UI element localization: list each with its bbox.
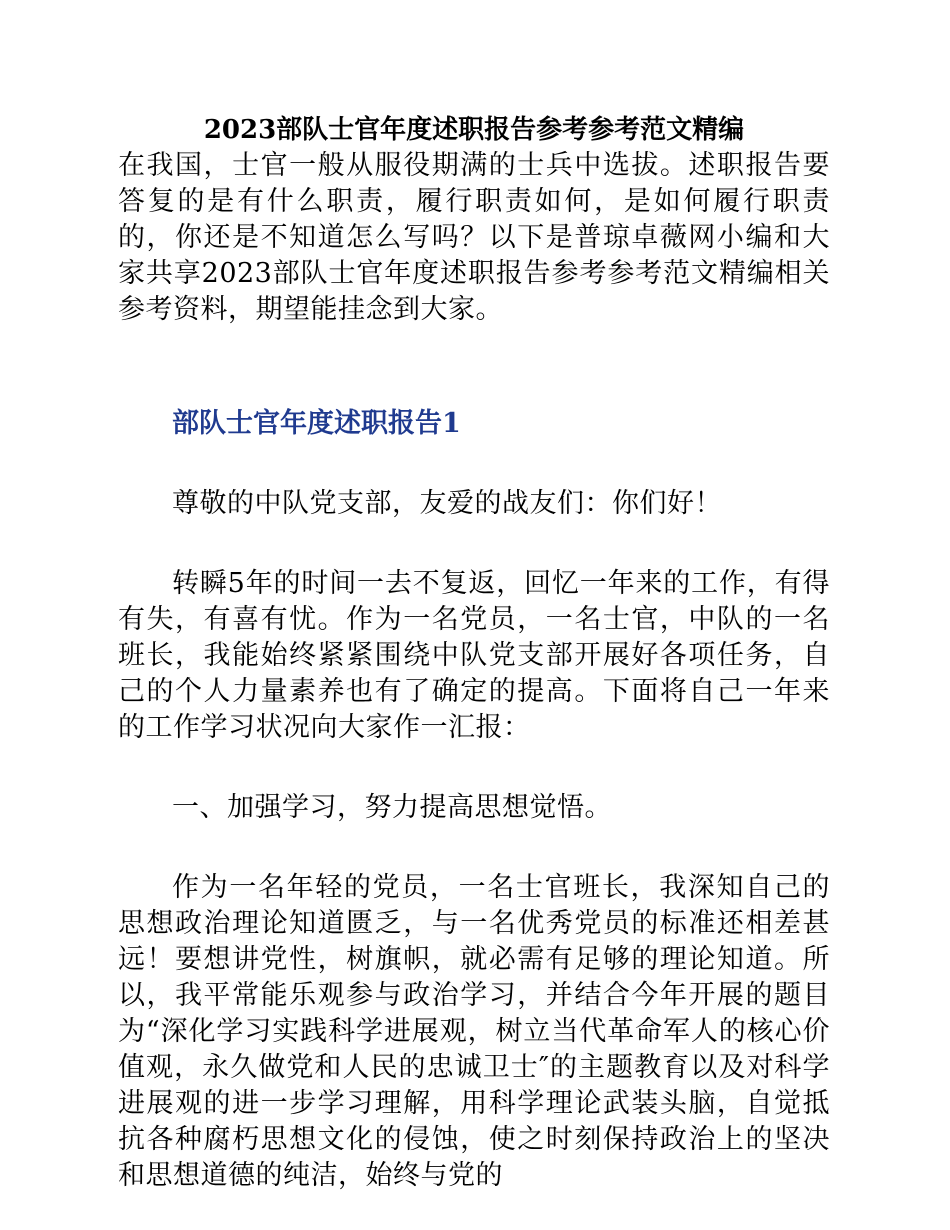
document-title: 2023部队士官年度述职报告参考参考范文精编 [203,115,745,145]
spacer [118,522,830,566]
intro-paragraph: 在我国，士官一般从服役期满的士兵中选拔。述职报告要答复的是有什么职责，履行职责如何，是如何履行职责的，你还是不知道怎么写吗？以下是普琼卓薇网小编和大家共享2023部队士官年度述职报告参考参考范文精编相关参考资料，期望能挂念到大家。 [118,150,830,325]
spacer [118,746,830,790]
document-page [118,112,830,1194]
spacer [118,826,830,870]
body-paragraph-2: 作为一名年轻的党员，一名士官班长，我深知自己的思想政治理论知道匮乏，与一名优秀党员的标准还相差甚远！要想讲党性，树旗帜，就必需有足够的理论知道。所以，我平常能乐观参与政治学习，并结合今年开展的题目为“深化学习实践科学进展观，树立当代革命军人的核心价值观，永久做党和人民的忠诚卫士″的主题教育以及对科学进展观的进一步学习理解，用科学理论武装头脑，自觉抵抗各种腐朽思想文化的侵蚀，使之时刻保持政治上的坚决和思想道德的纯洁，始终与党的 [118,872,830,1191]
body-paragraph-1: 转瞬5年的时间一去不复返，回忆一年来的工作，有得有失，有喜有忧。作为一名党员，一名士官，中队的一名班长，我能始终紧紧围绕中队党支部开展好各项任务，自己的个人力量素养也有了确定的提高。下面将自己一年来的工作学习状况向大家作一汇报： [118,568,830,743]
point-1-heading: 一、加强学习，努力提高思想觉悟。 [172,792,612,823]
spacer [118,328,830,406]
spacer [118,442,830,486]
section-heading: 部队士官年度述职报告1 [172,408,461,439]
salutation: 尊敬的中队党支部，友爱的战友们：你们好！ [172,488,722,519]
